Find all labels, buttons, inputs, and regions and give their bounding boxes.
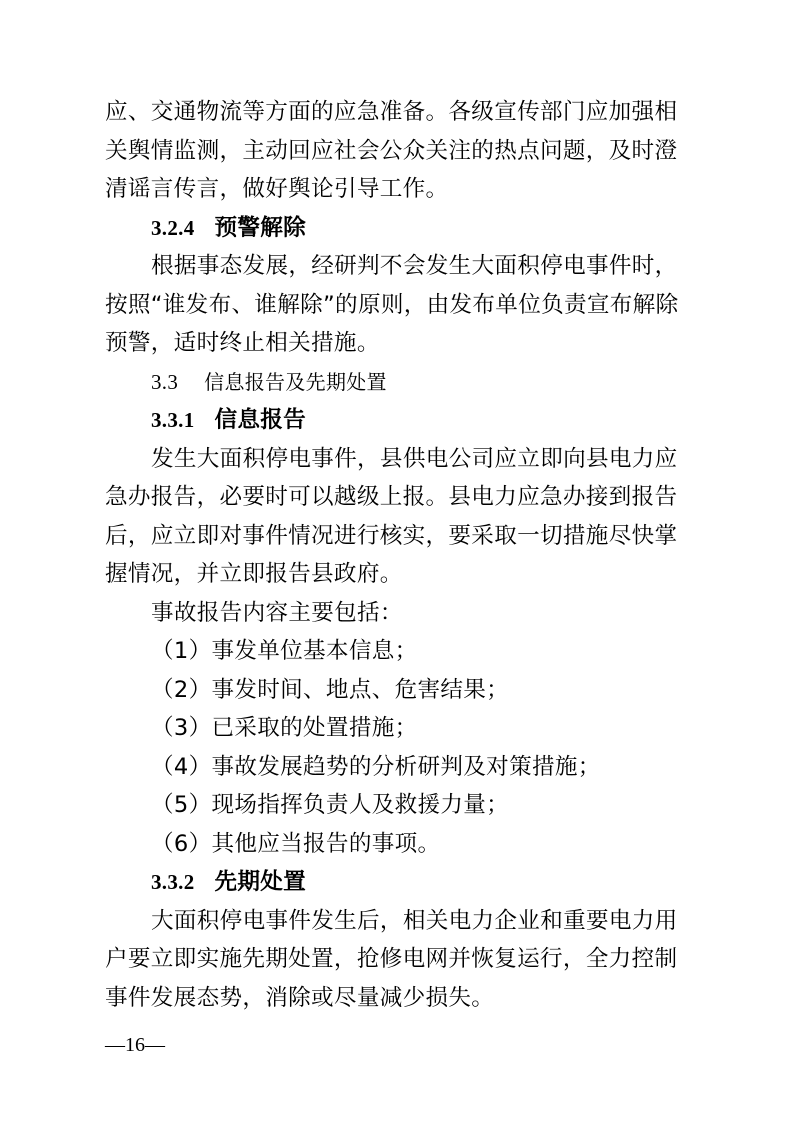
list-item: （4）事故发展趋势的分析研判及对策措施； (151, 753, 601, 780)
section-title: 信息报告 (214, 407, 307, 433)
paragraph-line: 清谣言传言，做好舆论引导工作。 (105, 176, 449, 202)
paragraph-line: 大面积停电事件发生后，相关电力企业和重要电力用 (151, 907, 678, 934)
document-page (105, 93, 693, 1017)
paragraph-line: 急办报告，必要时可以越级上报。县电力应急办接到报告 (105, 484, 678, 510)
section-number: 3.3.2 (151, 870, 195, 894)
section-heading-3-3-2 (105, 863, 693, 902)
paragraph-line: 后，应立即对事件情况进行核实，要采取一切措施尽快掌 (105, 522, 678, 549)
paragraph-line: 关舆情监测，主动回应社会公众关注的热点问题，及时澄 (105, 137, 678, 164)
section-heading-3-2-4 (105, 209, 693, 248)
paragraph-line: 预警，适时终止相关措施。 (105, 330, 380, 356)
paragraph-line: 按照“谁发布、谁解除”的原则，由发布单位负责宣布解除 (105, 291, 679, 318)
paragraph-line: 握情况，并立即报告县政府。 (105, 561, 403, 587)
section-number: 3.3.1 (151, 408, 195, 432)
section-title: 预警解除 (214, 214, 307, 241)
list-item: （6）其他应当报告的事项。 (151, 830, 441, 857)
list-item: （1）事发单位基本信息； (151, 638, 418, 664)
paragraph-line: 发生大面积停电事件，县供电公司应立即向县电力应 (151, 445, 678, 472)
list-item: （3）已采取的处置措施； (151, 715, 418, 741)
page-number: —16— (105, 1034, 165, 1056)
paragraph-line: 应、交通物流等方面的应急准备。各级宣传部门应加强相 (105, 99, 678, 125)
paragraph-line: 事件发展态势，消除或尽量减少损失。 (105, 984, 495, 1011)
paragraph-line: 事故报告内容主要包括： (151, 599, 403, 626)
section-number: 3.2.4 (151, 215, 195, 240)
list-item: （5）现场指挥负责人及救援力量； (151, 792, 510, 818)
paragraph-line: 根据事态发展，经研判不会发生大面积停电事件时， (151, 253, 678, 279)
paragraph-line: 户要立即实施先期处置，抢修电网并恢复运行，全力控制 (105, 946, 678, 972)
list-item: （2）事发时间、地点、危害结果； (151, 676, 510, 703)
section-title: 先期处置 (214, 869, 307, 895)
section-title: 信息报告及先期处置 (204, 369, 387, 394)
section-number: 3.3 (151, 369, 179, 394)
section-heading-3-3 (105, 363, 693, 402)
section-heading-3-3-1 (105, 401, 693, 440)
